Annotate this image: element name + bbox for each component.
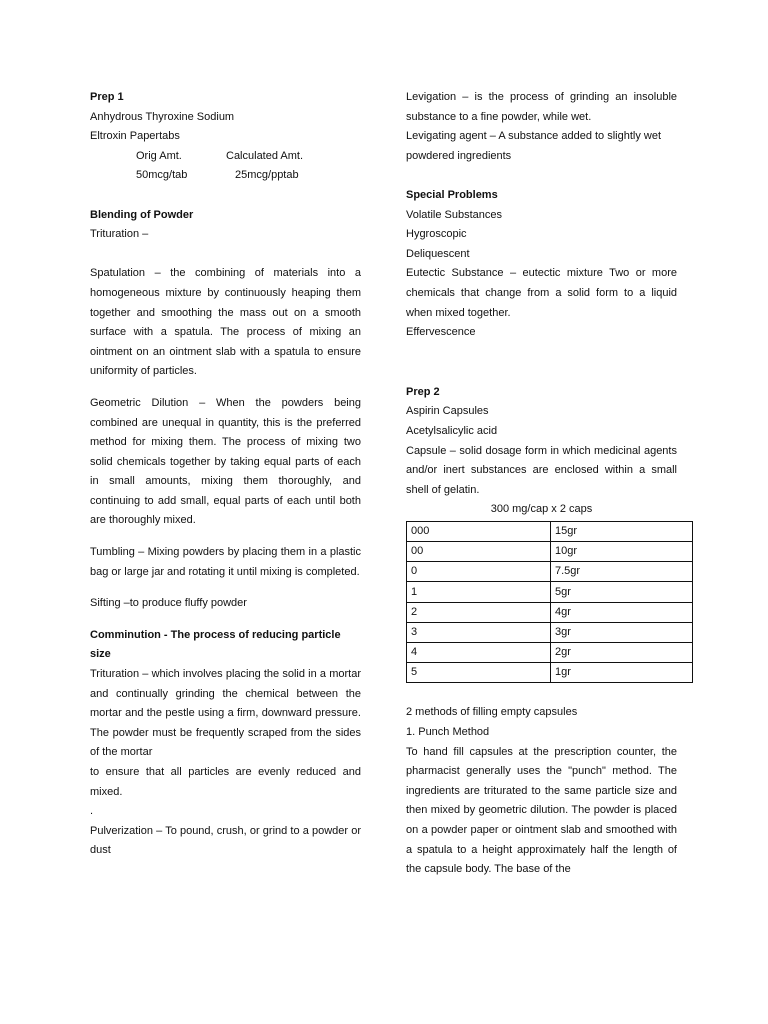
special-item-hygroscopic: Hygroscopic — [406, 228, 467, 241]
capsule-size-cell: 2 — [407, 602, 551, 622]
capsule-size-cell: 5 — [407, 663, 551, 683]
trituration-paragraph: Trituration – which involves placing the solid in a mortar and continually grinding the chemical between the mortar and the pestle using a firm, downward pressure. The powder must be frequently scraped from the sides of the mortar — [90, 668, 361, 759]
comminution-title: Comminution - The process of reducing particle size — [90, 628, 341, 661]
methods-intro: 2 methods of filling empty capsules — [406, 706, 578, 719]
trituration-continued: to ensure that all particles are evenly reduced and mixed. — [90, 766, 361, 798]
capsule-size-cell: 4 — [407, 643, 551, 663]
capsule-capacity-cell: 3gr — [551, 622, 693, 642]
capsule-capacity-cell: 5gr — [551, 582, 693, 602]
special-item-eutectic: Eutectic Substance – eutectic mixture Two or more chemicals that change from a solid form to a liquid when mixed together. — [406, 267, 677, 319]
trituration-short: Trituration – — [90, 228, 149, 241]
table-row — [407, 602, 693, 622]
punch-method-title: 1. Punch Method — [406, 725, 490, 738]
geometric-dilution-paragraph: Geometric Dilution – When the powders being combined are unequal in quantity, this is the preferred method for mixing them. The process of mixing two solid chemicals together by taking equal parts of each in small amounts, mixing them thoroughly, and continuing to add small, equal parts of each until both are thoroughly mixed. — [90, 396, 361, 527]
sifting-paragraph: Sifting –to produce fluffy powder — [90, 597, 247, 610]
amount-labels — [90, 147, 361, 167]
special-problems-title: Special Problems — [406, 188, 498, 201]
dose-line: 300 mg/cap x 2 caps — [490, 503, 593, 516]
capsule-capacity-cell: 1gr — [551, 663, 693, 683]
capsule-definition: Capsule – solid dosage form in which medicinal agents and/or inert substances are enclosed within a small shell of gelatin. — [406, 444, 677, 496]
capsule-capacity-cell: 7.5gr — [551, 562, 693, 582]
right-column — [406, 88, 677, 880]
orig-amt-value: 50mcg/tab — [136, 169, 188, 182]
special-item-volatile: Volatile Substances — [406, 208, 503, 221]
table-row — [407, 582, 693, 602]
table-row — [407, 562, 693, 582]
capsule-size-cell: 3 — [407, 622, 551, 642]
levigation-paragraph: Levigation – is the process of grinding an insoluble substance to a fine powder, while wet. — [406, 91, 677, 123]
table-row — [407, 643, 693, 663]
table-row — [407, 663, 693, 683]
prep2-title: Prep 2 — [406, 385, 440, 398]
calc-amt-label: Calculated Amt. — [226, 149, 304, 162]
pulverization-paragraph: Pulverization – To pound, crush, or grind to a powder or dust — [90, 824, 361, 857]
table-row — [407, 622, 693, 642]
capsule-size-cell: 00 — [407, 542, 551, 562]
capsule-capacity-cell: 15gr — [551, 521, 693, 541]
table-row — [407, 521, 693, 541]
punch-method-paragraph: To hand fill capsules at the prescription counter, the pharmacist generally uses the "punch" method. The ingredients are triturated to the same particle size and then mixed by geometric dilution. The powder is placed on a powder paper or ointment slab and smoothed with a spatula to a height approximately half the length of the capsule body. The base of the — [406, 745, 677, 876]
prep1-drug: Anhydrous Thyroxine Sodium — [90, 110, 235, 123]
levigating-agent-paragraph: Levigating agent – A substance added to slightly wet powdered ingredients — [406, 130, 662, 162]
capsule-size-cell: 1 — [407, 582, 551, 602]
capsule-size-table — [406, 521, 693, 684]
capsule-capacity-cell: 10gr — [551, 542, 693, 562]
prep1-brand: Eltroxin Papertabs — [90, 130, 180, 143]
capsule-size-cell: 0 — [407, 562, 551, 582]
orig-amt-label: Orig Amt. — [136, 149, 182, 162]
tumbling-paragraph: Tumbling – Mixing powders by placing them in a plastic bag or large jar and rotating it until mixing is completed. — [90, 546, 361, 578]
capsule-capacity-cell: 4gr — [551, 602, 693, 622]
prep2-product: Aspirin Capsules — [406, 405, 489, 418]
capsule-capacity-cell: 2gr — [551, 643, 693, 663]
calc-amt-value: 25mcg/pptab — [235, 169, 299, 182]
capsule-size-cell: 000 — [407, 521, 551, 541]
special-item-deliquescent: Deliquescent — [406, 247, 470, 260]
blending-title: Blending of Powder — [90, 208, 194, 221]
stray-dot: . — [90, 805, 94, 818]
spatulation-paragraph: Spatulation – the combining of materials into a homogeneous mixture by continuously heaping them together and smoothing the mass out on a smooth surface with a spatula. The process of mixing an ointment on an ointment slab with a spatula to ensure uniformity of particles. — [90, 267, 361, 378]
table-row — [407, 542, 693, 562]
prep2-drug: Acetylsalicylic acid — [406, 424, 498, 437]
amount-values — [90, 166, 361, 186]
special-item-effervescence: Effervescence — [406, 326, 476, 339]
left-column — [90, 88, 361, 861]
prep1-title: Prep 1 — [90, 91, 124, 103]
